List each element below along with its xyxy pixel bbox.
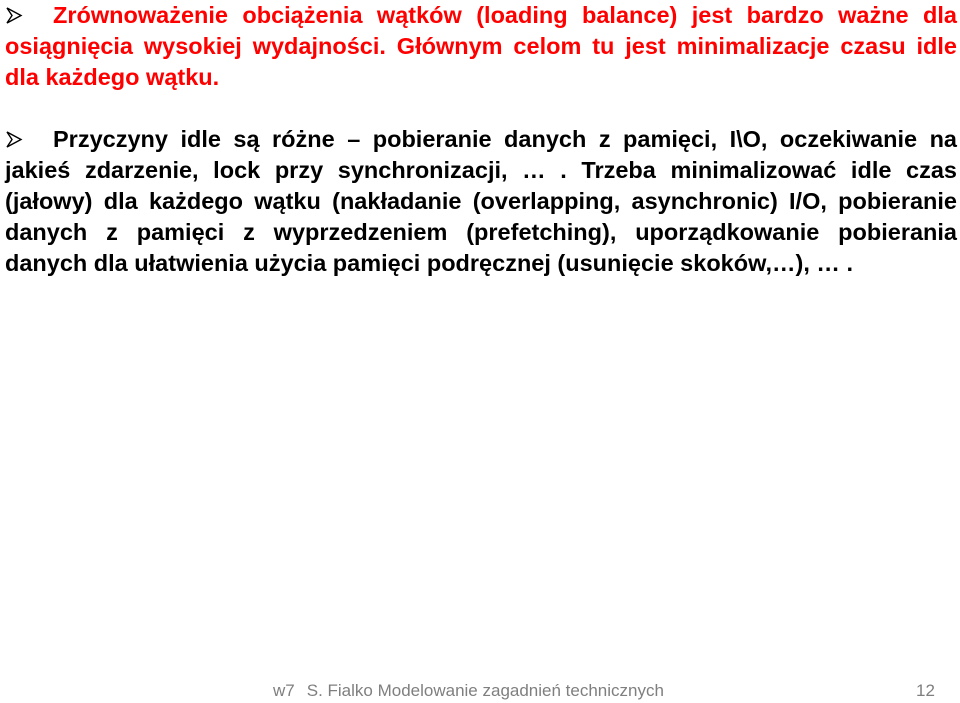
arrow-bullet-icon bbox=[5, 124, 25, 155]
page-number: 12 bbox=[916, 681, 935, 700]
bullet-text: Zrównoważenie obciążenia wątków (loading balance) jest bardzo ważne dla osiągnięcia wysokiej wydajności. Głównym celom tu jest minimalizacje czasu idle dla każdego wątku. bbox=[5, 2, 957, 90]
bullet-text: Przyczyny idle są różne – pobieranie danych z pamięci, I\O, oczekiwanie na jakieś zdarzenie, lock przy synchronizacji, … . Trzeba minimalizować idle czas (jałowy) dla każdego wątku (nakładanie (overlapping, asynchronic) I/O, pobieranie danych z pamięci z wyprzedzeniem (prefetching), uporządkowanie pobierania danych dla ułatwienia użycia pamięci podręcznej (usunięcie skoków,…), … . bbox=[5, 126, 957, 276]
footer-title: S. Fialko Modelowanie zagadnień technicznych bbox=[306, 681, 664, 700]
footer-lecture-number: w7 bbox=[273, 681, 295, 700]
footer-author bbox=[273, 681, 664, 703]
bullet-item-idle-causes bbox=[5, 124, 957, 279]
bullet-item-load-balancing bbox=[5, 0, 957, 93]
arrow-bullet-icon bbox=[5, 0, 25, 31]
